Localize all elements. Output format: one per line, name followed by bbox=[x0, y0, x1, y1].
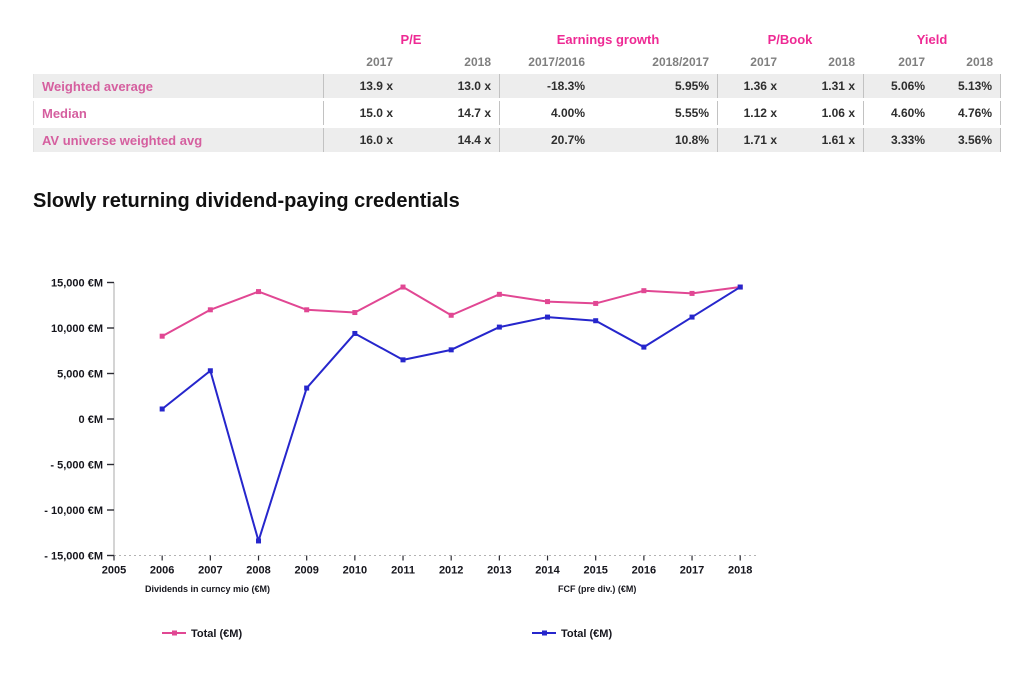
cell-av-universe-weighted-avg-7: 3.56% bbox=[933, 128, 1001, 152]
table-row-av-universe-weighted-avg bbox=[33, 128, 1001, 152]
data-point-marker bbox=[449, 313, 454, 318]
corner-cell bbox=[33, 29, 323, 49]
data-point-marker bbox=[208, 307, 213, 312]
column-header-2-2017-2016: 2017/2016 bbox=[528, 54, 585, 69]
x-tick-label: 2017 bbox=[679, 564, 705, 577]
y-tick-label: - 10,000 €M bbox=[44, 505, 103, 517]
y-tick-label: 5,000 €M bbox=[57, 368, 103, 381]
data-point-marker bbox=[401, 357, 406, 362]
cell-av-universe-weighted-avg-4: 1.71 x bbox=[717, 128, 785, 152]
table-row-weighted-average bbox=[33, 74, 1001, 98]
row-label-median: Median bbox=[33, 101, 323, 125]
cell-median-4: 1.12 x bbox=[717, 101, 785, 125]
legend bbox=[162, 628, 612, 640]
cell-weighted-average-6: 5.06% bbox=[863, 74, 933, 98]
data-point-marker bbox=[641, 345, 646, 350]
cell-weighted-average-2: -18.3% bbox=[499, 74, 593, 98]
data-point-marker bbox=[690, 315, 695, 320]
data-point-marker bbox=[690, 291, 695, 296]
legend-label-0: Total (€M) bbox=[191, 628, 243, 640]
cell-median-2: 4.00% bbox=[499, 101, 593, 125]
x-tick-label: 2011 bbox=[391, 564, 415, 577]
y-tick-label: 0 €M bbox=[78, 414, 103, 426]
dividends-fcf-chart bbox=[0, 255, 1034, 676]
x-tick-label: 2014 bbox=[535, 564, 560, 577]
group-header-earnings-growth: Earnings growth bbox=[556, 31, 660, 47]
x-tick-label: 2006 bbox=[149, 564, 175, 577]
cell-median-7: 4.76% bbox=[933, 101, 1001, 125]
table-row-median bbox=[33, 101, 1001, 125]
cell-weighted-average-1: 13.0 x bbox=[401, 74, 499, 98]
cell-weighted-average-7: 5.13% bbox=[933, 74, 1001, 98]
cell-av-universe-weighted-avg-5: 1.61 x bbox=[785, 128, 863, 152]
x-tick-label: 2007 bbox=[198, 564, 223, 577]
y-tick-label: 10,000 €M bbox=[51, 323, 103, 335]
data-point-marker bbox=[256, 538, 261, 543]
row-label-av-universe-weighted-avg: AV universe weighted avg bbox=[33, 128, 323, 152]
data-point-marker bbox=[449, 347, 454, 352]
column-header-5-2018: 2018 bbox=[828, 54, 855, 69]
group-header-p-e: P/E bbox=[400, 31, 422, 47]
y-tick-label: 15,000 €M bbox=[51, 277, 103, 290]
series-line-0-dividends-in-curncy-mio-m bbox=[160, 285, 743, 339]
cell-av-universe-weighted-avg-2: 20.7% bbox=[499, 128, 593, 152]
group-header-row bbox=[33, 29, 1001, 49]
data-point-marker bbox=[738, 285, 743, 290]
x-tick-label: 2009 bbox=[294, 564, 319, 577]
data-point-marker bbox=[545, 299, 550, 304]
column-header-6-2017: 2017 bbox=[898, 54, 925, 69]
axis-sublabel-fcf-pre-div-m: FCF (pre div.) (€M) bbox=[558, 584, 637, 594]
y-tick-label: - 5,000 €M bbox=[50, 459, 103, 472]
cell-weighted-average-0: 13.9 x bbox=[323, 74, 401, 98]
cell-av-universe-weighted-avg-3: 10.8% bbox=[593, 128, 717, 152]
row-label-weighted-average: Weighted average bbox=[33, 74, 323, 98]
data-point-marker bbox=[208, 368, 213, 373]
cell-median-6: 4.60% bbox=[863, 101, 933, 125]
subheader-row bbox=[33, 52, 1001, 71]
legend-marker bbox=[542, 631, 547, 636]
column-header-4-2017: 2017 bbox=[750, 54, 777, 69]
column-header-7-2018: 2018 bbox=[966, 54, 993, 69]
cell-av-universe-weighted-avg-1: 14.4 x bbox=[401, 128, 499, 152]
data-point-marker bbox=[352, 331, 357, 336]
data-point-marker bbox=[497, 292, 502, 297]
x-tick-label: 2010 bbox=[342, 564, 368, 577]
series-path bbox=[162, 287, 740, 336]
corner-cell bbox=[33, 52, 323, 71]
x-tick-label: 2018 bbox=[727, 564, 753, 577]
cell-weighted-average-5: 1.31 x bbox=[785, 74, 863, 98]
data-point-marker bbox=[304, 386, 309, 391]
x-tick-label: 2015 bbox=[583, 564, 608, 577]
series-line-1-fcf-pre-div-m bbox=[160, 285, 743, 544]
group-header-yield: Yield bbox=[916, 31, 948, 47]
data-point-marker bbox=[593, 318, 598, 323]
x-tick-label: 2016 bbox=[631, 564, 657, 577]
group-header-p-book: P/Book bbox=[767, 31, 813, 47]
valuation-table bbox=[33, 26, 1001, 155]
x-tick-label: 2005 bbox=[101, 564, 127, 577]
data-point-marker bbox=[160, 406, 165, 411]
data-point-marker bbox=[497, 325, 502, 330]
cell-weighted-average-3: 5.95% bbox=[593, 74, 717, 98]
x-tick-label: 2013 bbox=[487, 564, 512, 577]
section-heading: Slowly returning dividend-paying credentials bbox=[33, 190, 460, 212]
cell-median-1: 14.7 x bbox=[401, 101, 499, 125]
column-header-3-2018-2017: 2018/2017 bbox=[652, 54, 709, 69]
valuation-table-head bbox=[33, 29, 1001, 71]
data-point-marker bbox=[545, 315, 550, 320]
data-point-marker bbox=[641, 288, 646, 293]
cell-median-0: 15.0 x bbox=[323, 101, 401, 125]
data-point-marker bbox=[256, 289, 261, 294]
cell-av-universe-weighted-avg-0: 16.0 x bbox=[323, 128, 401, 152]
cell-av-universe-weighted-avg-6: 3.33% bbox=[863, 128, 933, 152]
data-point-marker bbox=[160, 334, 165, 339]
axis-sublabel-dividends-in-curncy-mio-m: Dividends in curncy mio (€M) bbox=[145, 584, 271, 594]
y-tick-label: - 15,000 €M bbox=[44, 550, 103, 563]
x-tick-label: 2008 bbox=[246, 564, 271, 577]
y-axis bbox=[44, 278, 114, 563]
column-header-1-2018: 2018 bbox=[464, 54, 491, 69]
legend-label-1: Total (€M) bbox=[561, 628, 613, 640]
cell-median-5: 1.06 x bbox=[785, 101, 863, 125]
legend-marker bbox=[172, 631, 177, 636]
series-path bbox=[162, 287, 740, 541]
data-point-marker bbox=[593, 301, 598, 306]
data-point-marker bbox=[352, 310, 357, 315]
column-header-0-2017: 2017 bbox=[366, 54, 393, 69]
cell-median-3: 5.55% bbox=[593, 101, 717, 125]
cell-weighted-average-4: 1.36 x bbox=[717, 74, 785, 98]
valuation-table-body bbox=[33, 74, 1001, 152]
data-point-marker bbox=[401, 285, 406, 290]
x-tick-label: 2012 bbox=[438, 564, 464, 577]
data-point-marker bbox=[304, 307, 309, 312]
x-axis bbox=[102, 556, 757, 577]
